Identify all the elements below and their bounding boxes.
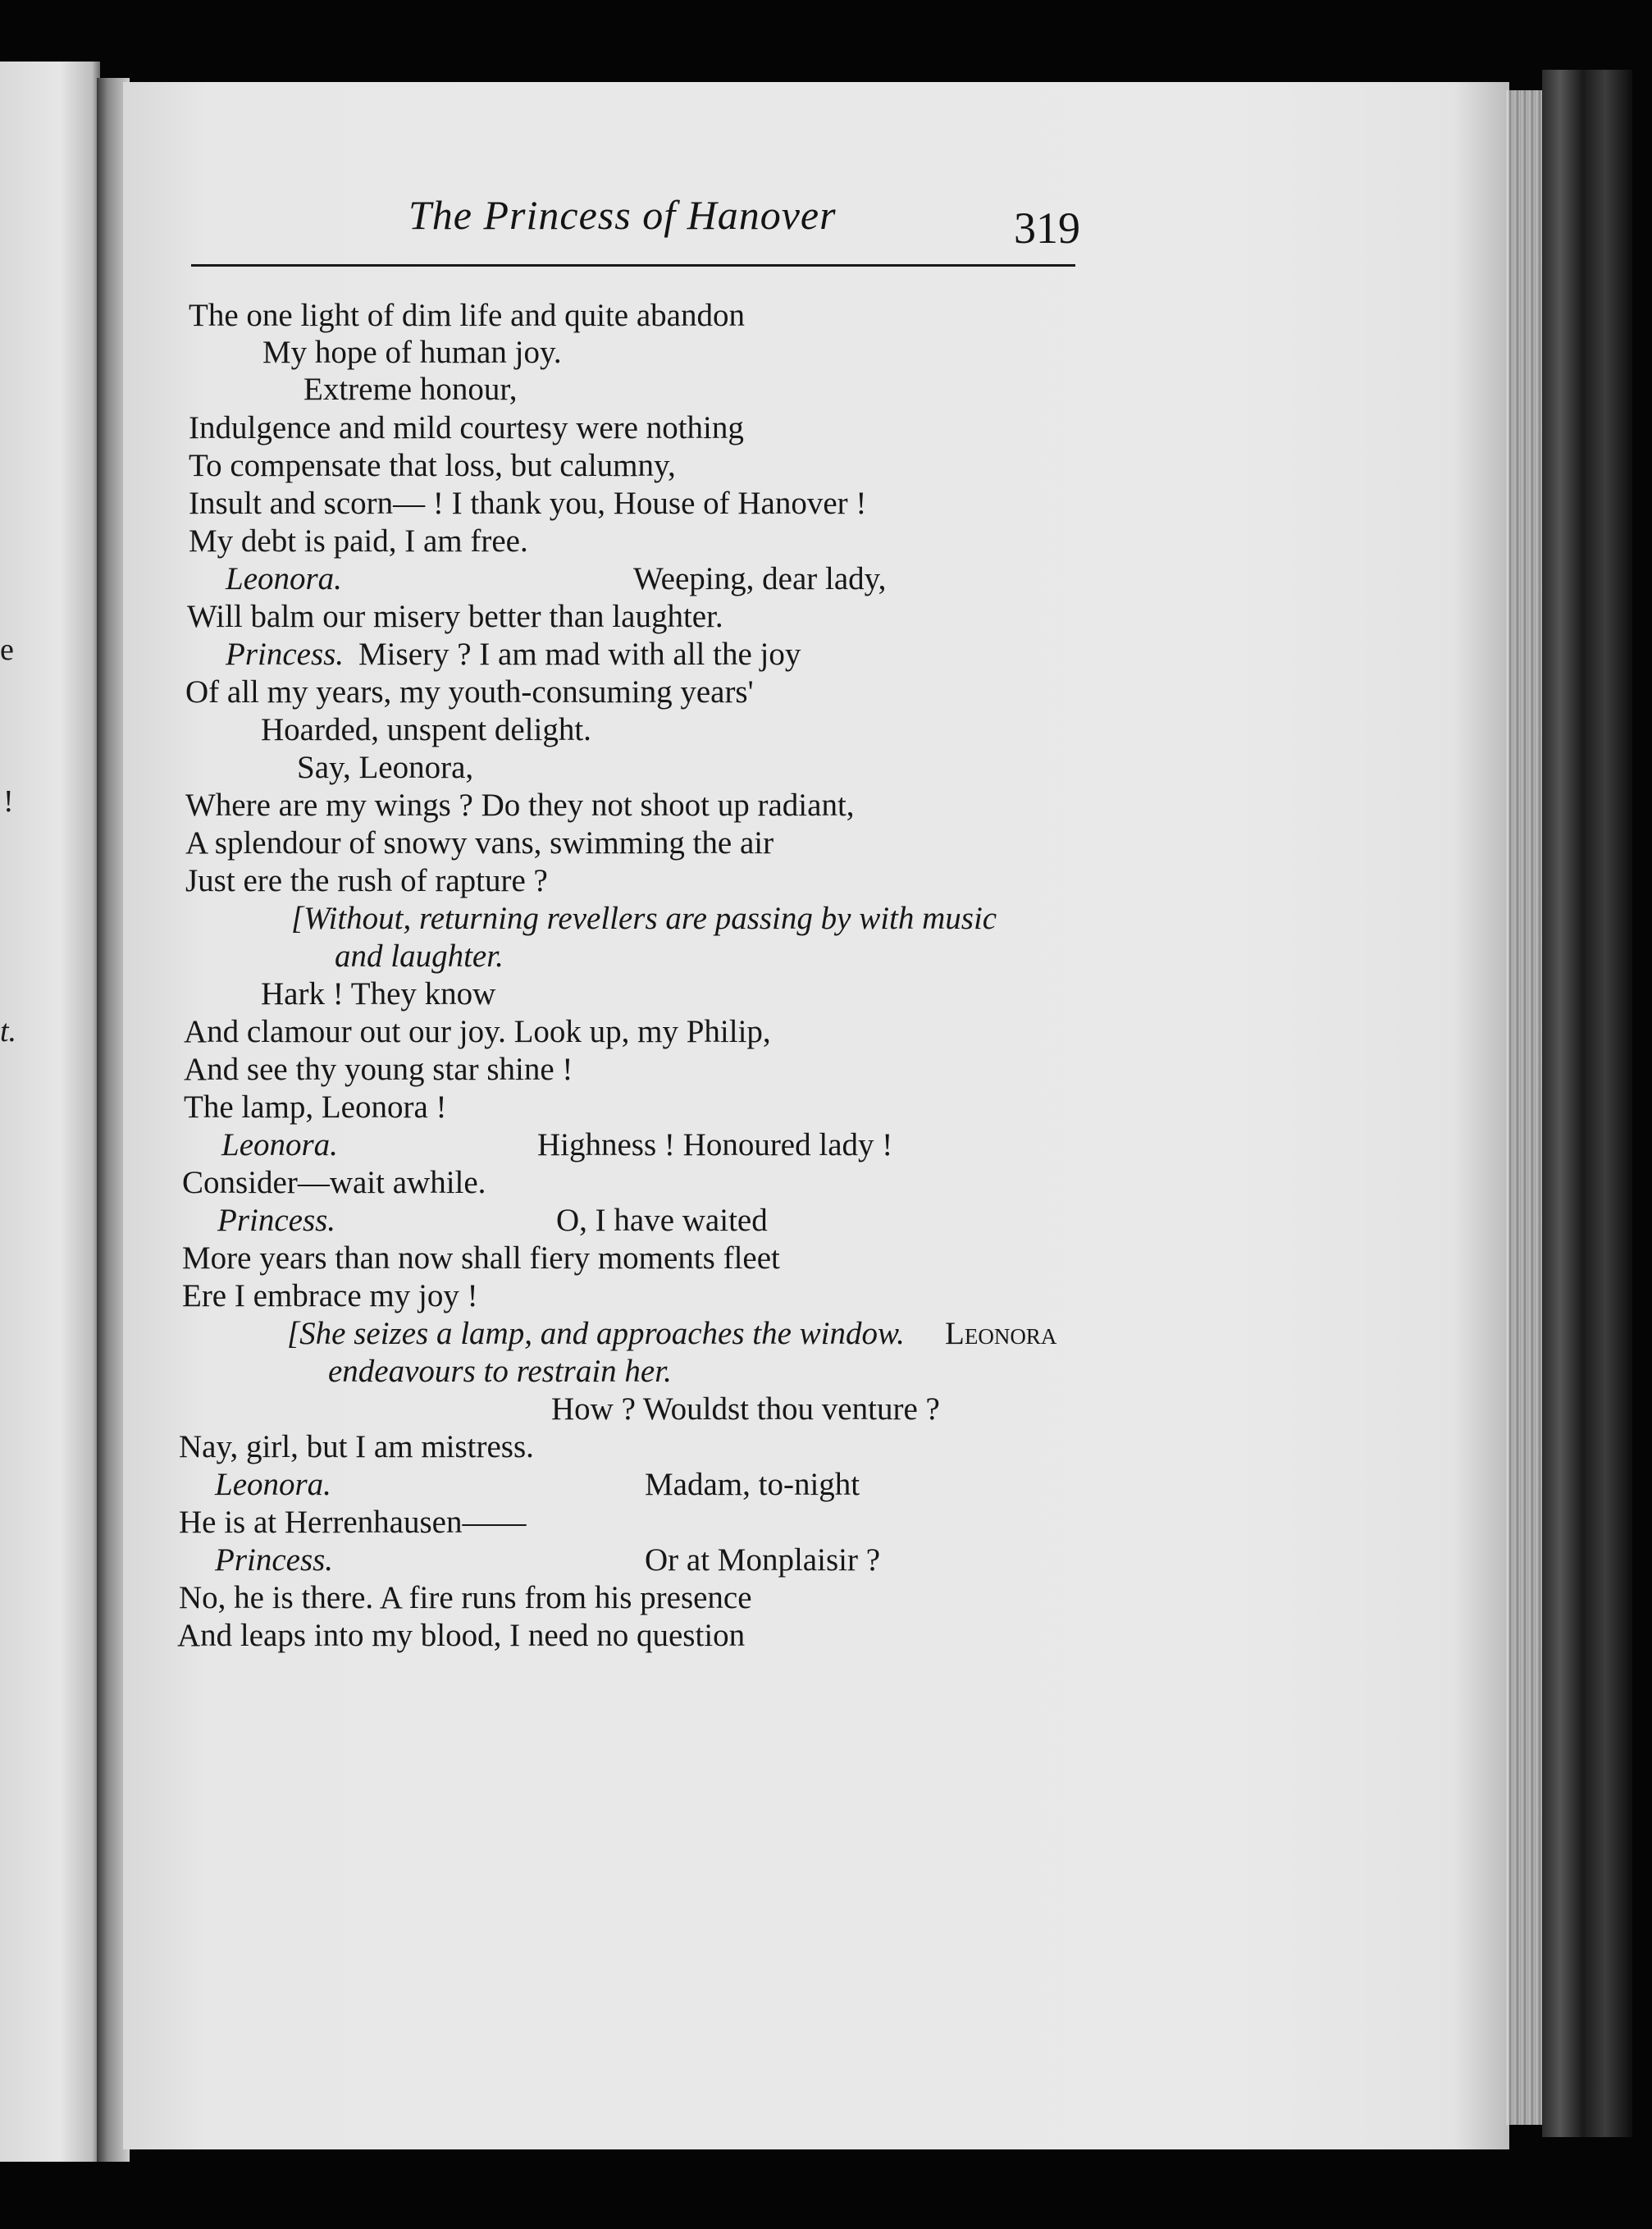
verse-line: Hark ! They know	[261, 976, 496, 1012]
verse-line: Indulgence and mild courtesy were nothing	[189, 410, 744, 445]
verse-line: Of all my years, my youth-consuming years'	[185, 674, 754, 710]
verse-line: Extreme honour,	[303, 372, 518, 407]
verse-line: Madam, to-night	[645, 1467, 860, 1502]
verse-line: And see thy young star shine !	[184, 1052, 573, 1087]
running-head-title: The Princess of Hanover	[408, 192, 837, 238]
verse-line: The one light of dim life and quite abandon	[189, 298, 745, 333]
speaker-name: Princess.	[217, 1203, 336, 1238]
verse-line: Or at Monplaisir ?	[645, 1542, 881, 1578]
page-number: 319	[1014, 203, 1080, 253]
verse-line: And clamour out our joy. Look up, my Philip,	[184, 1014, 771, 1049]
verse-line: He is at Herrenhausen——	[179, 1505, 527, 1540]
verse-line: And leaps into my blood, I need no question	[177, 1618, 746, 1653]
speaker-name: Leonora.	[221, 1127, 338, 1162]
verse-line: More years than now shall fiery moments fleet	[182, 1240, 780, 1276]
verse-line: Where are my wings ? Do they not shoot up radiant,	[185, 788, 855, 823]
verse-line: To compensate that loss, but calumny,	[189, 448, 676, 483]
stage-direction: and laughter.	[335, 939, 504, 974]
speaker-name: Leonora.	[215, 1467, 331, 1502]
stage-direction: [Without, returning revellers are passing by with music	[291, 901, 997, 936]
speaker-name: Princess.	[226, 637, 345, 672]
verse-line: My hope of human joy.	[262, 335, 562, 370]
verse-line: My debt is paid, I am free.	[189, 523, 528, 559]
left-page	[0, 62, 100, 2162]
verse-line: The lamp, Leonora !	[184, 1089, 447, 1125]
header-rule	[191, 264, 1075, 267]
book-binding	[1542, 70, 1632, 2137]
verse-line: Weeping, dear lady,	[633, 561, 887, 596]
verse-line: Insult and scorn— ! I thank you, House of Hanover !	[189, 486, 867, 521]
stage-direction: endeavours to restrain her.	[328, 1354, 672, 1389]
verse-line: No, he is there. A fire runs from his presence	[179, 1580, 752, 1615]
verse-line: Ere I embrace my joy !	[182, 1278, 478, 1313]
speaker-name: Princess.	[215, 1542, 334, 1578]
verse-line: Misery ? I am mad with all the joy	[358, 637, 801, 672]
left-page-fragment: !	[3, 784, 14, 819]
verse-line: Nay, girl, but I am mistress.	[179, 1429, 534, 1464]
stage-direction: [She seizes a lamp, and approaches the window.	[287, 1316, 905, 1351]
character-name: Leonora	[945, 1316, 1057, 1351]
verse-line: Say, Leonora,	[297, 750, 474, 785]
verse-line: Just ere the rush of rapture ?	[185, 863, 548, 898]
verse-line: O, I have waited	[556, 1203, 768, 1238]
verse-line: Hoarded, unspent delight.	[261, 712, 591, 747]
verse-line: A splendour of snowy vans, swimming the air	[185, 825, 774, 861]
verse-line: Consider—wait awhile.	[182, 1165, 486, 1200]
verse-line: Will balm our misery better than laughter.	[187, 599, 723, 634]
speaker-name: Leonora.	[226, 561, 342, 596]
left-page-fragment: e	[0, 633, 14, 667]
left-page-fragment: t.	[0, 1014, 17, 1048]
verse-line: Highness ! Honoured lady !	[537, 1127, 893, 1162]
verse-line: How ? Wouldst thou venture ?	[551, 1391, 940, 1427]
